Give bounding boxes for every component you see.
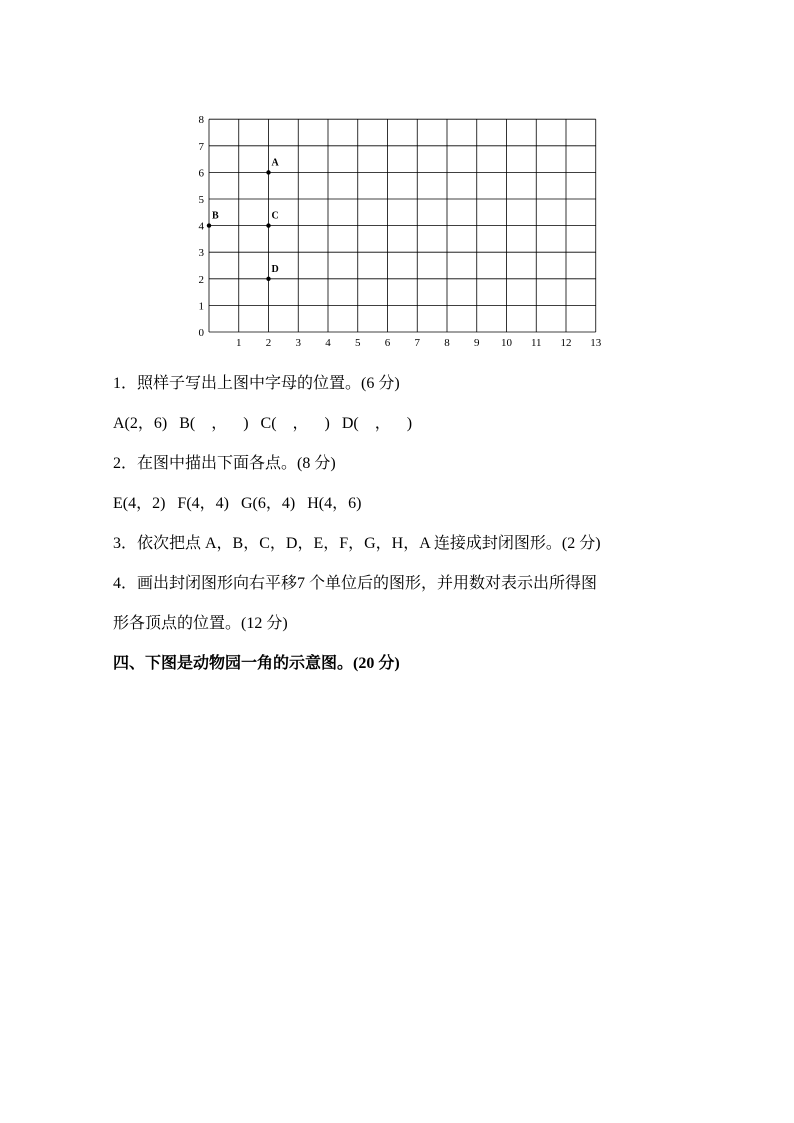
point-label-d: D: [271, 263, 279, 275]
point-c: [266, 223, 270, 227]
point-d: [266, 277, 270, 281]
x-tick-label: 6: [384, 337, 391, 349]
x-tick-label: 3: [295, 337, 301, 349]
x-tick-label: 7: [414, 337, 420, 349]
y-tick-label: 8: [198, 114, 204, 127]
point-b: [207, 223, 211, 227]
question-1-answer-line: A(2，6) B( ， ) C( ， ) D( ， ): [113, 415, 413, 432]
y-tick-label: 3: [198, 247, 204, 260]
x-tick-label: 1: [236, 337, 242, 349]
point-a: [266, 170, 270, 174]
y-tick-label: 2: [198, 273, 204, 286]
y-tick-label: 7: [198, 140, 204, 153]
x-tick-label: 10: [501, 337, 512, 349]
question-3: 3．依次把点 A，B，C，D，E，F，G，H，A 连接成封闭图形。(2 分): [113, 535, 601, 552]
point-label-c: C: [271, 210, 279, 222]
x-tick-label: 13: [590, 337, 602, 349]
coordinate-grid-chart: [190, 108, 610, 353]
x-tick-label: 2: [265, 337, 272, 349]
x-tick-label: 5: [355, 337, 361, 349]
x-tick-label: 9: [474, 337, 480, 349]
y-tick-label: 5: [198, 194, 204, 206]
question-4-line-2: 形各顶点的位置。(12 分): [113, 615, 288, 632]
y-tick-label: 4: [198, 220, 204, 233]
y-tick-label: 1: [198, 300, 204, 313]
question-1: 1．照样子写出上图中字母的位置。(6 分): [113, 375, 400, 392]
x-tick-label: 11: [530, 337, 542, 349]
point-label-a: A: [271, 157, 279, 169]
x-tick-label: 4: [325, 337, 331, 349]
y-tick-label: 0: [198, 327, 204, 339]
x-tick-label: 12: [560, 337, 572, 349]
question-4-line-1: 4．画出封闭图形向右平移7 个单位后的图形，并用数对表示出所得图: [113, 575, 598, 592]
y-tick-label: 6: [198, 167, 204, 180]
section-4-title: 四、下图是动物园一角的示意图。(20 分): [113, 655, 400, 672]
point-label-b: B: [212, 210, 219, 222]
x-tick-label: 8: [444, 337, 450, 349]
question-2: 2．在图中描出下面各点。(8 分): [113, 455, 336, 472]
question-2-points: E(4，2) F(4，4) G(6，4) H(4，6): [113, 495, 362, 512]
